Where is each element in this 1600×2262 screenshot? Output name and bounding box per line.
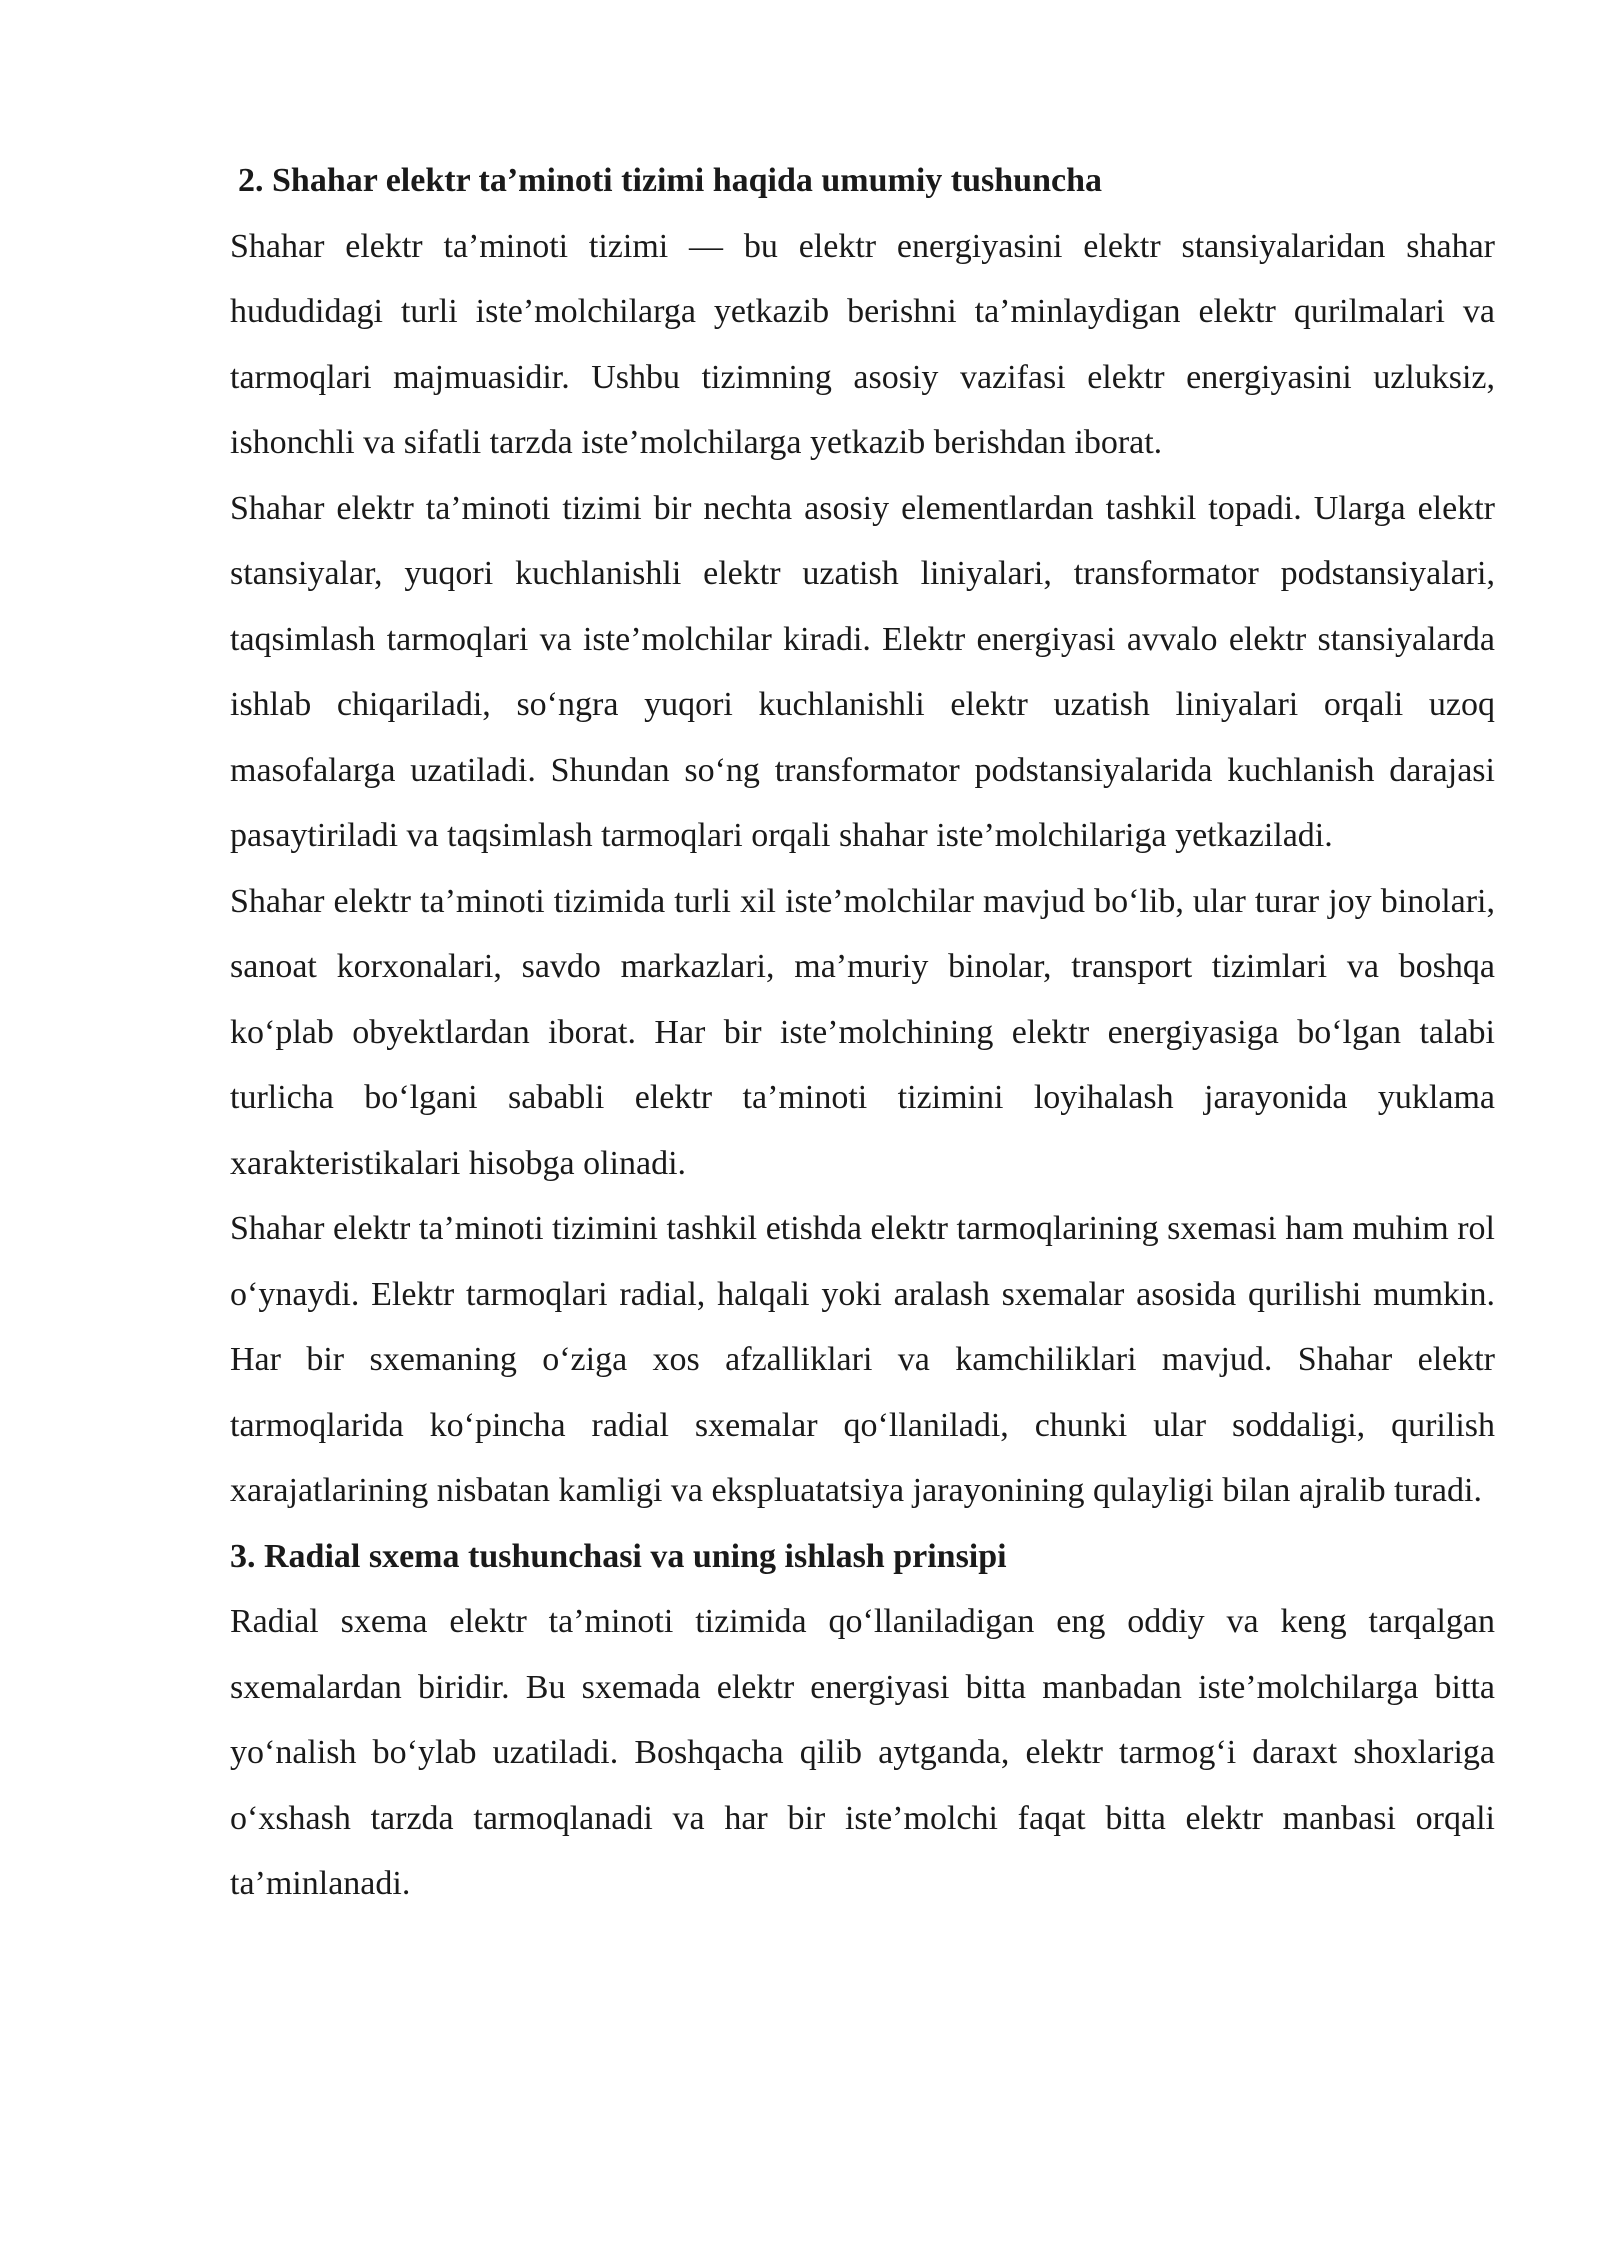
- document-body: [230, 148, 1495, 1917]
- section-2-paragraph-4: Shahar elektr ta’minoti tizimini tashkil etishda elektr tarmoqlarining sxemasi ham muhim rol o‘ynaydi. Elektr tarmoqlari radial, halqali yoki aralash sxemalar asosida qurilishi mumkin. Har bir sxemaning o‘ziga xos afzalliklari va kamchiliklari mavjud. Shahar elektr tarmoqlarida ko‘pincha radial sxemalar qo‘llaniladi, chunki ular soddaligi, qurilish xarajatlarining nisbatan kamligi va ekspluatatsiya jarayonining qulayligi bilan ajralib turadi.: [230, 1210, 1495, 1509]
- section-3-paragraph-1: Radial sxema elektr ta’minoti tizimida qo‘llaniladigan eng oddiy va keng tarqalgan sxemalardan biridir. Bu sxemada elektr energiyasi bitta manbadan iste’molchilarga bitta yo‘nalish bo‘ylab uzatiladi. Boshqacha qilib aytganda, elektr tarmog‘i daraxt shoxlariga o‘xshash tarzda tarmoqlanadi va har bir iste’molchi faqat bitta elektr manbasi orqali ta’minlanadi.: [230, 1603, 1495, 1902]
- section-2-paragraph-1: Shahar elektr ta’minoti tizimi — bu elektr energiyasini elektr stansiyalaridan shahar hududidagi turli iste’molchilarga yetkazib berishni ta’minlaydigan elektr qurilmalari va tarmoqlari majmuasidir. Ushbu tizimning asosiy vazifasi elektr energiyasini uzluksiz, ishonchli va sifatli tarzda iste’molchilarga yetkazib berishdan iborat.: [230, 227, 1495, 461]
- section-2-paragraph-2: Shahar elektr ta’minoti tizimi bir nechta asosiy elementlardan tashkil topadi. Ularga elektr stansiyalar, yuqori kuchlanishli elektr uzatish liniyalari, transformator podstansiyalari, taqsimlash tarmoqlari va iste’molchilar kiradi. Elektr energiyasi avvalo elektr stansiyalarda ishlab chiqariladi, so‘ngra yuqori kuchlanishli elektr uzatish liniyalari orqali uzoq masofalarga uzatiladi. Shundan so‘ng transformator podstansiyalarida kuchlanish darajasi pasaytiriladi va taqsimlash tarmoqlari orqali shahar iste’molchilariga yetkaziladi.: [230, 489, 1495, 854]
- section-2-heading: 2. Shahar elektr ta’minoti tizimi haqida umumiy tushuncha: [238, 162, 1102, 199]
- section-2-paragraph-3: Shahar elektr ta’minoti tizimida turli xil iste’molchilar mavjud bo‘lib, ular turar joy binolari, sanoat korxonalari, savdo markazlari, ma’muriy binolar, transport tizimlari va boshqa ko‘plab obyektlardan iborat. Har bir iste’molchining elektr energiyasiga bo‘lgan talabi turlicha bo‘lgani sababli elektr ta’minoti tizimini loyihalash jarayonida yuklama xarakteristikalari hisobga olinadi.: [230, 882, 1495, 1182]
- section-3-heading: 3. Radial sxema tushunchasi va uning ishlash prinsipi: [230, 1537, 1007, 1575]
